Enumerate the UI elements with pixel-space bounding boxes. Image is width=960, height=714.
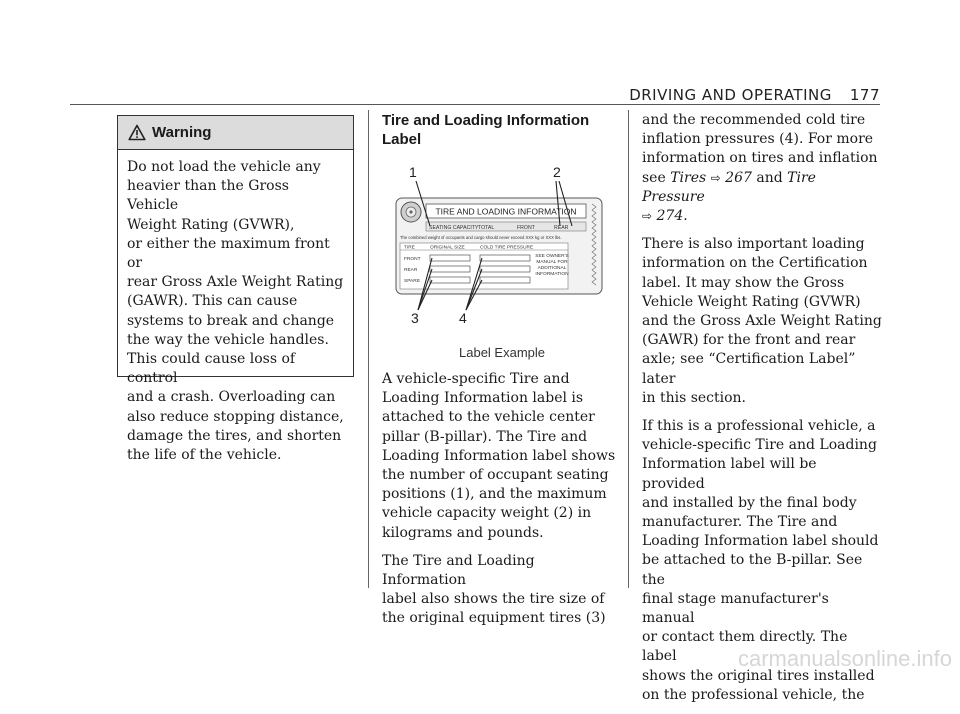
running-header — [629, 86, 880, 104]
page-ref-arrow-icon: ⇨ — [642, 209, 653, 224]
heading-line: Label — [382, 131, 422, 148]
heading-line: Tire and Loading Information — [382, 112, 590, 129]
warning-line: (GAWR). This can cause — [127, 293, 298, 310]
warning-line: the way the vehicle handles. — [127, 331, 329, 348]
warning-line: systems to break and change — [127, 312, 335, 329]
paragraph: A vehicle-specific Tire and Loading Information label is attached to the vehicle center pillar (B-pillar). The Tire and Loading Information label shows the number of occupant seating positions (1), and the maximum vehicle capacity weight (2) in kilograms and pounds. — [382, 371, 616, 541]
label-title: TIRE AND LOADING INFORMATION — [435, 206, 577, 217]
figure-caption: Label Example — [459, 345, 545, 360]
warning-line: rear Gross Axle Weight Rating — [127, 274, 344, 291]
svg-text:REAR: REAR — [404, 268, 418, 273]
combined-weight-note: The combined weight of occupants and cargo should never exceed XXX kg or XXX lbs. — [400, 235, 562, 240]
tires-page-link[interactable]: 267 — [725, 169, 752, 186]
warning-line: Weight Rating (GVWR), — [127, 216, 295, 233]
tires-link[interactable]: Tires — [670, 169, 707, 186]
paragraph: The Tire and Loading Information label also shows the tire size of the original equipment tires (3) — [382, 552, 606, 627]
svg-text:COLD TIRE PRESSURE: COLD TIRE PRESSURE — [480, 245, 534, 251]
warning-line: and a crash. Overloading can — [127, 389, 336, 406]
warning-text — [118, 150, 353, 465]
svg-text:SEE OWNER'S: SEE OWNER'S — [535, 254, 569, 259]
warning-triangle-icon — [128, 124, 146, 141]
middle-text — [382, 370, 622, 638]
svg-text:MANUAL FOR: MANUAL FOR — [536, 260, 568, 265]
svg-text:SEATING CAPACITY: SEATING CAPACITY — [429, 225, 479, 231]
callout-2: 2 — [553, 164, 561, 180]
warning-line: Do not load the vehicle any — [127, 159, 321, 175]
svg-text:INFORMATION: INFORMATION — [535, 272, 569, 277]
svg-text:ADDITIONAL: ADDITIONAL — [537, 266, 567, 271]
svg-text:TIRE: TIRE — [404, 245, 415, 251]
svg-text:FRONT: FRONT — [404, 257, 421, 262]
warning-header — [118, 116, 353, 150]
tire-icon — [401, 202, 421, 222]
column-divider-right — [628, 110, 629, 588]
tire-pressure-page-link[interactable]: 274. — [656, 208, 688, 225]
right-column — [642, 111, 882, 714]
header-rule — [70, 104, 880, 105]
warning-line: damage the tires, and shorten — [127, 427, 342, 444]
section-heading — [382, 111, 622, 149]
paragraph: If this is a professional vehicle, a vehicle-specific Tire and Loading Information label will be provided and installed by the final body manufacturer. The Tire and Loading Information label should be attached to the B-pillar. See the final stage manufacturer's manual or contact them directly. The label shows the original tires installed on the professional vehicle, the — [642, 418, 879, 703]
watermark: carmanualsonline.info — [737, 646, 952, 671]
warning-line: or either the maximum front or — [127, 235, 330, 272]
svg-text:ORIGINAL SIZE: ORIGINAL SIZE — [430, 245, 465, 251]
svg-text:REAR: REAR — [554, 225, 569, 231]
middle-column — [382, 111, 622, 157]
callout-3: 3 — [411, 310, 419, 326]
section-title: DRIVING AND OPERATING — [629, 86, 832, 104]
page-number: 177 — [849, 86, 880, 104]
svg-text:SPARE: SPARE — [404, 279, 420, 284]
column-divider-left — [368, 110, 369, 588]
page-ref-arrow-icon: ⇨ — [710, 170, 721, 185]
svg-text:TOTAL: TOTAL — [478, 225, 495, 231]
warning-line: This could cause loss of control — [127, 351, 296, 387]
callout-4: 4 — [459, 310, 467, 326]
warning-line: also reduce stopping distance, — [127, 408, 344, 425]
callout-1: 1 — [409, 164, 417, 180]
tire-label-figure — [382, 160, 622, 328]
tire-pressure-link[interactable]: Tire Pressure — [642, 169, 816, 205]
warning-title: Warning — [152, 124, 212, 141]
warning-box — [117, 115, 354, 464]
warning-line: the life of the vehicle. — [127, 447, 282, 464]
paragraph: There is also important loading information on the Certification label. It may show the Gross Vehicle Weight Rating (GVWR) and the Gross Axle Weight Rating (GAWR) for the front and rear axle; see “Certification Label” later in this section. — [642, 236, 882, 406]
warning-line: heavier than the Gross Vehicle — [127, 178, 289, 214]
svg-text:FRONT: FRONT — [517, 225, 535, 231]
paragraph: and the recommended cold tire inflation pressures (4). For more information on tires and inflation see Tires ⇨ 267 and Tire Pressure ⇨ 274. — [642, 112, 878, 225]
